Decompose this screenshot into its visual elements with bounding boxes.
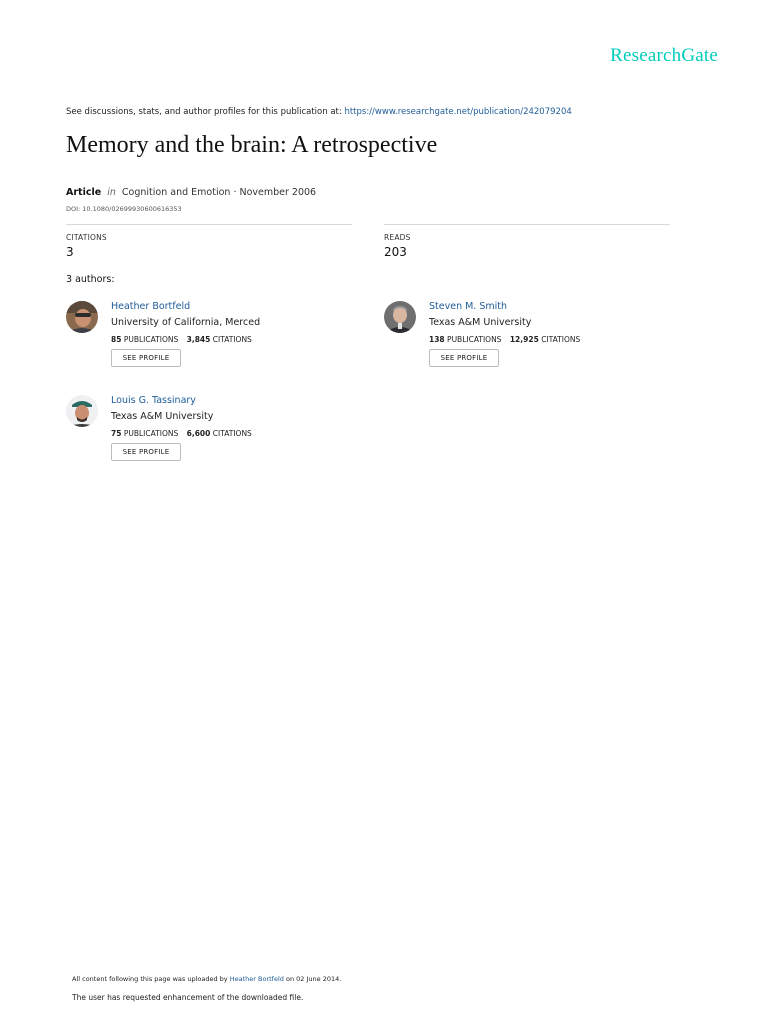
citations-label: CITATIONS [541,335,581,344]
researchgate-logo[interactable]: ResearchGate [610,45,718,66]
author-stats [111,429,258,438]
uploader-link[interactable]: Heather Bortfeld [229,975,284,983]
article-title: Memory and the brain: A retrospective [66,132,438,158]
avatar-photo-icon [66,301,98,333]
publications-count: 138 [429,335,445,344]
author-name-link[interactable]: Louis G. Tassinary [111,395,196,406]
avatar[interactable] [66,395,98,427]
publications-count: 85 [111,335,122,344]
publications-count: 75 [111,429,122,438]
author-institution: Texas A&M University [429,317,532,328]
divider-reads [384,224,670,225]
see-discussions-text: See discussions, stats, and author profiles for this publication at: [66,107,342,117]
author-institution: Texas A&M University [111,411,214,422]
citations-count: 12,925 [509,335,539,344]
author-name-link[interactable]: Heather Bortfeld [111,301,191,312]
citations-label: CITATIONS [66,233,107,242]
citations-label: CITATIONS [212,335,252,344]
see-discussions-line [66,107,572,117]
enhancement-notice: The user has requested enhancement of the downloaded file. [72,993,304,1002]
avatar-photo-icon [384,301,416,333]
upload-prefix: All content following this page was uploaded by [72,975,228,983]
in-label: in [107,187,116,198]
see-profile-button[interactable]: SEE PROFILE [111,443,181,461]
authors-heading: 3 authors: [66,274,115,285]
author-stats [429,335,586,344]
publications-label: PUBLICATIONS [123,429,179,438]
publications-label: PUBLICATIONS [447,335,502,344]
author-institution: University of California, Merced [111,317,261,328]
avatar-photo-icon [66,395,98,427]
doi-text: DOI: 10.1080/02699930600616353 [66,205,182,213]
citations-count: 3,845 [186,335,211,344]
reads-value: 203 [384,245,407,259]
publications-label: PUBLICATIONS [123,335,179,344]
author-card [66,301,346,381]
author-stats [111,335,258,344]
author-card [384,301,664,381]
article-meta [66,187,316,198]
author-card [66,395,346,475]
publication-url-link[interactable]: https://www.researchgate.net/publication/242079204 [344,107,572,117]
upload-suffix: on 02 June 2014. [285,975,342,983]
see-profile-button[interactable]: SEE PROFILE [111,349,181,367]
author-name-link[interactable]: Steven M. Smith [429,301,508,312]
avatar[interactable] [66,301,98,333]
citations-value: 3 [66,245,74,259]
journal-date: Cognition and Emotion · November 2006 [121,187,317,198]
citations-label: CITATIONS [212,429,252,438]
see-profile-button[interactable]: SEE PROFILE [429,349,499,367]
article-type: Article [66,187,102,198]
upload-notice [72,975,341,983]
reads-label: READS [384,233,411,242]
avatar[interactable] [384,301,416,333]
citations-count: 6,600 [186,429,211,438]
divider-citations [66,224,352,225]
